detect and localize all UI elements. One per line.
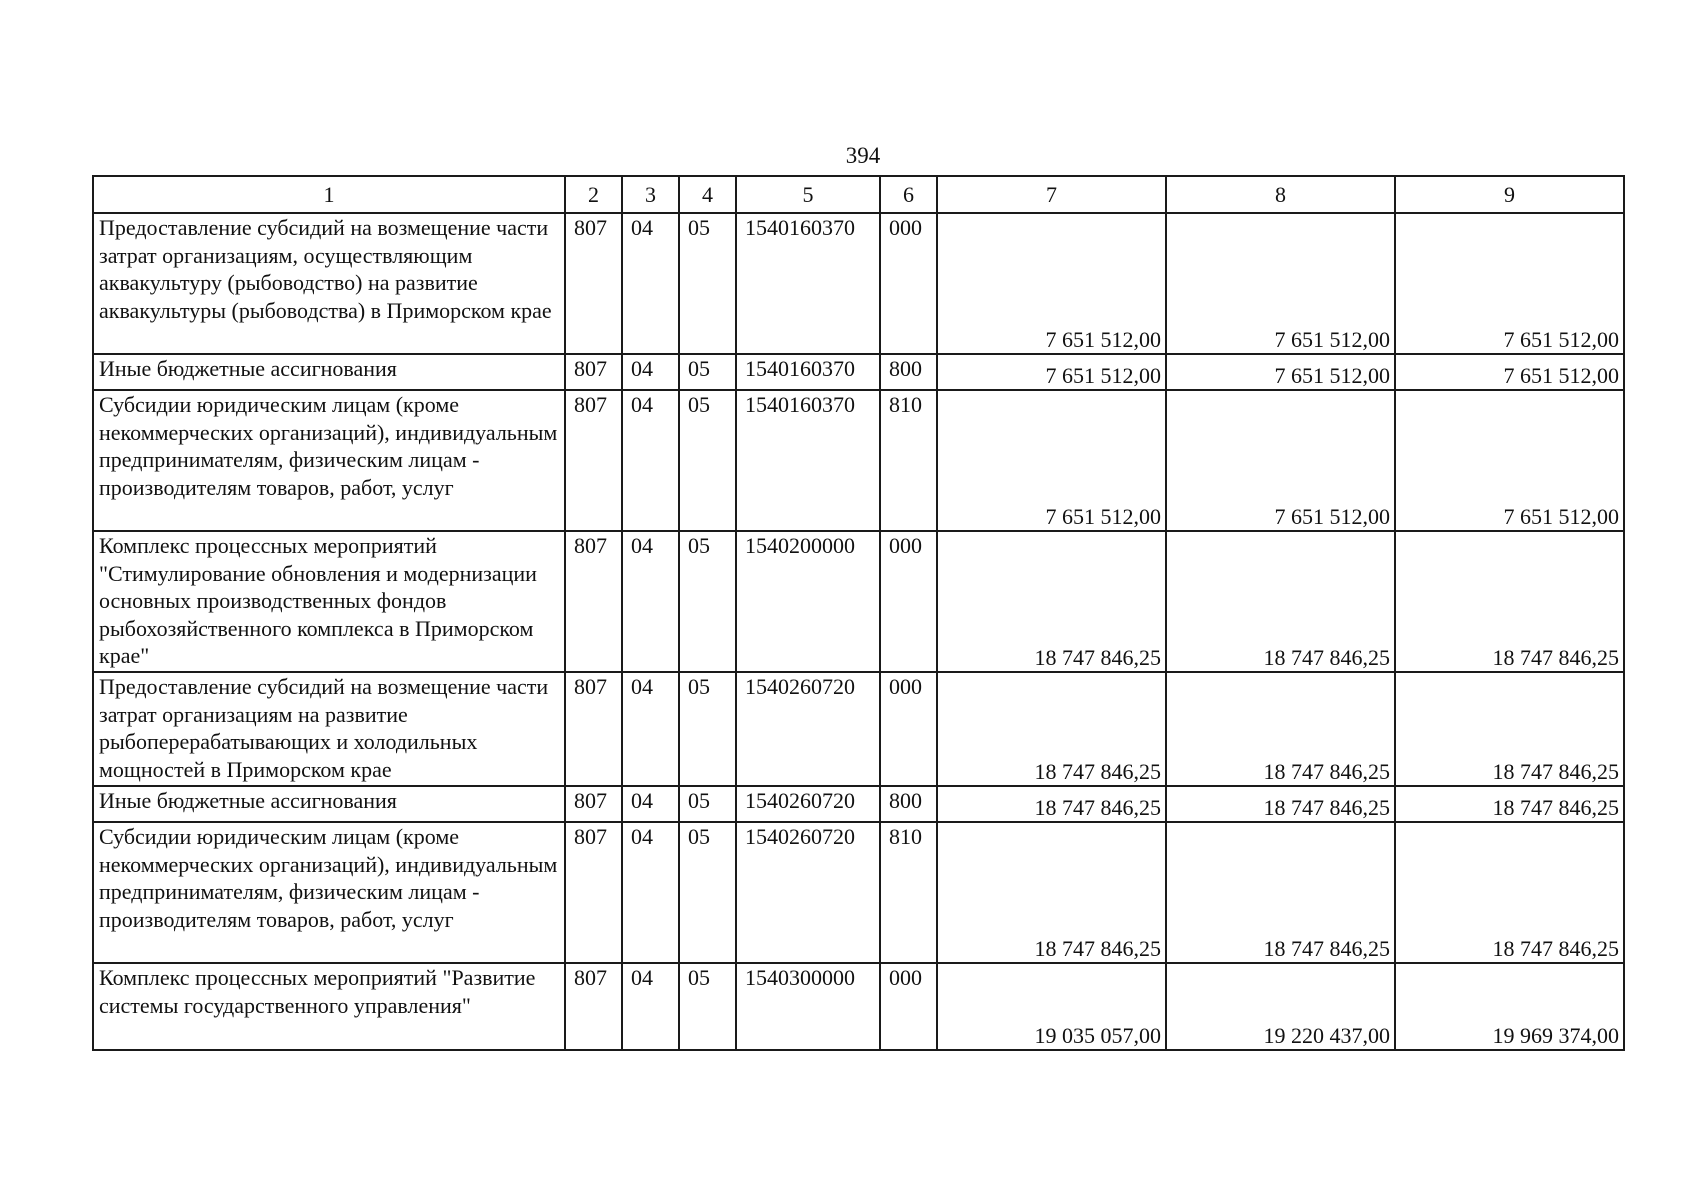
amount-col7: 18 747 846,25 (937, 672, 1166, 786)
table-row (93, 822, 1624, 963)
section-code: 04 (622, 963, 679, 1050)
table-row (93, 963, 1624, 1050)
table-row (93, 786, 1624, 822)
target-article-code: 1540200000 (736, 531, 880, 672)
expense-type-code: 000 (880, 672, 937, 786)
section-code: 04 (622, 786, 679, 822)
subsection-code: 05 (679, 213, 736, 354)
target-article-code: 1540260720 (736, 786, 880, 822)
section-code: 04 (622, 672, 679, 786)
target-article-code: 1540300000 (736, 963, 880, 1050)
item-name: Комплекс процессных мероприятий "Стимулирование обновления и модернизации основных производственных фондов рыбохозяйственного комплекса в Приморском крае" (93, 531, 565, 672)
column-header: 7 (937, 176, 1166, 213)
table-row (93, 390, 1624, 531)
subsection-code: 05 (679, 963, 736, 1050)
subsection-code: 05 (679, 822, 736, 963)
ministry-code: 807 (565, 354, 622, 390)
column-header: 2 (565, 176, 622, 213)
column-header: 6 (880, 176, 937, 213)
table-row (93, 354, 1624, 390)
item-name: Предоставление субсидий на возмещение части затрат организациям, осуществляющим аквакультуру (рыбоводство) на развитие аквакультуры (рыбоводства) в Приморском крае (93, 213, 565, 354)
amount-col9: 7 651 512,00 (1395, 390, 1624, 531)
section-code: 04 (622, 390, 679, 531)
ministry-code: 807 (565, 213, 622, 354)
subsection-code: 05 (679, 354, 736, 390)
target-article-code: 1540160370 (736, 213, 880, 354)
section-code: 04 (622, 531, 679, 672)
amount-col9: 19 969 374,00 (1395, 963, 1624, 1050)
amount-col8: 18 747 846,25 (1166, 786, 1395, 822)
amount-col8: 18 747 846,25 (1166, 531, 1395, 672)
amount-col8: 19 220 437,00 (1166, 963, 1395, 1050)
page-number: 394 (845, 143, 881, 168)
column-header: 9 (1395, 176, 1624, 213)
amount-col7: 18 747 846,25 (937, 786, 1166, 822)
section-code: 04 (622, 354, 679, 390)
item-name: Иные бюджетные ассигнования (93, 354, 565, 390)
amount-col7: 18 747 846,25 (937, 822, 1166, 963)
expense-type-code: 800 (880, 786, 937, 822)
amount-col8: 18 747 846,25 (1166, 672, 1395, 786)
column-header: 5 (736, 176, 880, 213)
amount-col9: 18 747 846,25 (1395, 531, 1624, 672)
target-article-code: 1540160370 (736, 354, 880, 390)
column-header: 8 (1166, 176, 1395, 213)
amount-col8: 7 651 512,00 (1166, 354, 1395, 390)
amount-col7: 7 651 512,00 (937, 354, 1166, 390)
subsection-code: 05 (679, 390, 736, 531)
amount-col7: 18 747 846,25 (937, 531, 1166, 672)
amount-col9: 18 747 846,25 (1395, 672, 1624, 786)
expense-type-code: 810 (880, 390, 937, 531)
column-header: 4 (679, 176, 736, 213)
amount-col9: 7 651 512,00 (1395, 354, 1624, 390)
table-row (93, 531, 1624, 672)
item-name: Комплекс процессных мероприятий "Развитие системы государственного управления" (93, 963, 565, 1050)
item-name: Субсидии юридическим лицам (кроме некоммерческих организаций), индивидуальным предпринимателям, физическим лицам - производителям товаров, работ, услуг (93, 822, 565, 963)
budget-table (92, 175, 1625, 1051)
target-article-code: 1540160370 (736, 390, 880, 531)
amount-col8: 7 651 512,00 (1166, 213, 1395, 354)
ministry-code: 807 (565, 390, 622, 531)
table-row (93, 213, 1624, 354)
column-header: 1 (93, 176, 565, 213)
amount-col7: 7 651 512,00 (937, 213, 1166, 354)
amount-col9: 18 747 846,25 (1395, 786, 1624, 822)
ministry-code: 807 (565, 672, 622, 786)
expense-type-code: 000 (880, 531, 937, 672)
target-article-code: 1540260720 (736, 822, 880, 963)
item-name: Предоставление субсидий на возмещение части затрат организациям на развитие рыбоперерабатывающих и холодильных мощностей в Приморском крае (93, 672, 565, 786)
amount-col7: 7 651 512,00 (937, 390, 1166, 531)
expense-type-code: 810 (880, 822, 937, 963)
subsection-code: 05 (679, 786, 736, 822)
section-code: 04 (622, 822, 679, 963)
amount-col9: 18 747 846,25 (1395, 822, 1624, 963)
expense-type-code: 800 (880, 354, 937, 390)
amount-col8: 7 651 512,00 (1166, 390, 1395, 531)
amount-col9: 7 651 512,00 (1395, 213, 1624, 354)
ministry-code: 807 (565, 531, 622, 672)
expense-type-code: 000 (880, 963, 937, 1050)
item-name: Субсидии юридическим лицам (кроме некоммерческих организаций), индивидуальным предпринимателям, физическим лицам - производителям товаров, работ, услуг (93, 390, 565, 531)
ministry-code: 807 (565, 963, 622, 1050)
section-code: 04 (622, 213, 679, 354)
item-name: Иные бюджетные ассигнования (93, 786, 565, 822)
expense-type-code: 000 (880, 213, 937, 354)
ministry-code: 807 (565, 786, 622, 822)
ministry-code: 807 (565, 822, 622, 963)
amount-col8: 18 747 846,25 (1166, 822, 1395, 963)
subsection-code: 05 (679, 531, 736, 672)
subsection-code: 05 (679, 672, 736, 786)
column-header: 3 (622, 176, 679, 213)
target-article-code: 1540260720 (736, 672, 880, 786)
amount-col7: 19 035 057,00 (937, 963, 1166, 1050)
column-number-row (93, 176, 1624, 213)
table-row (93, 672, 1624, 786)
